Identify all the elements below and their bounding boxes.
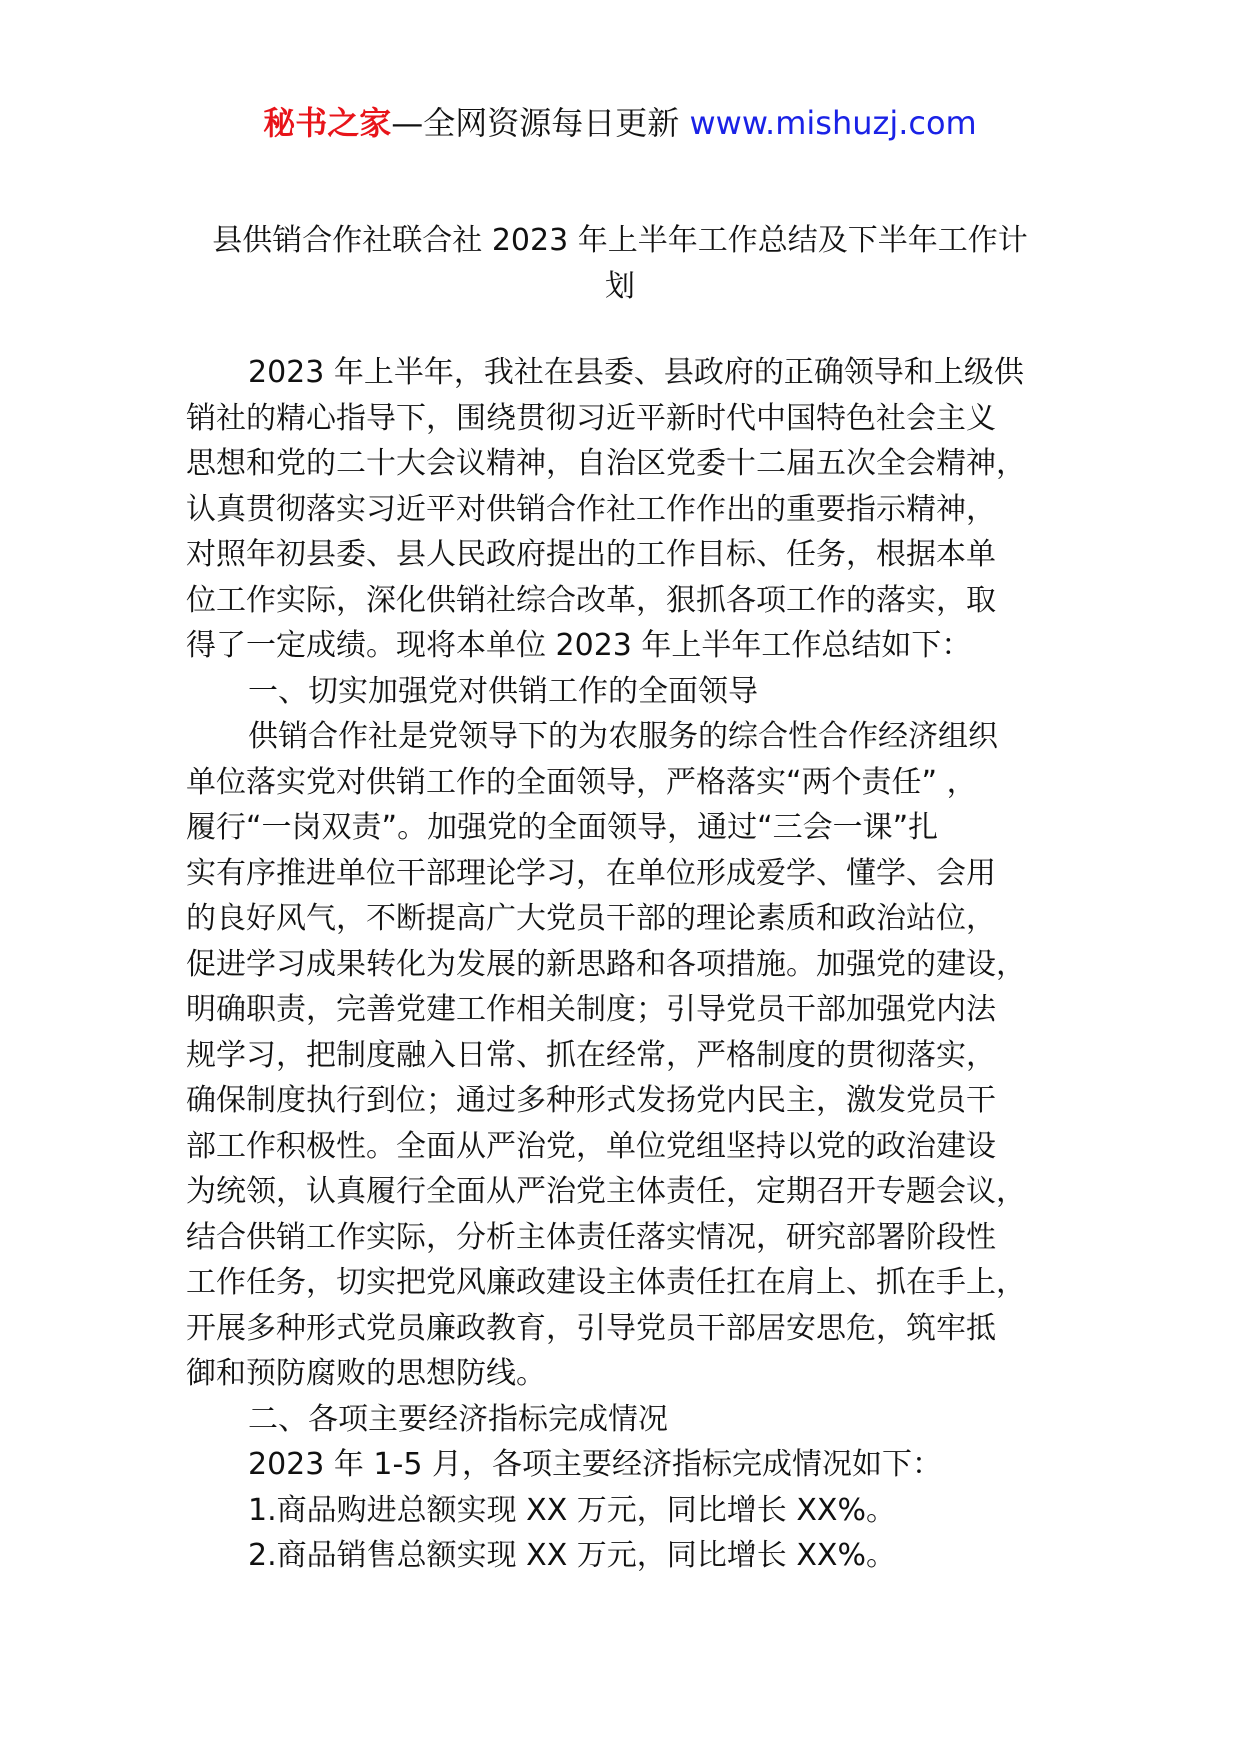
paragraph-line: 销社的精心指导下，围绕贯彻习近平新时代中国特色社会主义 [186, 400, 996, 436]
paragraph-line: 思想和党的二十大会议精神，自治区党委十二届五次全会精神， [186, 446, 1026, 481]
paragraph-line: 2023 年 1-5 月，各项主要经济指标完成情况如下： [248, 1447, 942, 1482]
site-brand: 秘书之家 [263, 104, 392, 142]
document-body [186, 350, 1066, 1579]
paragraph-line: 位工作实际，深化供销社综合改革，狠抓各项工作的落实，取 [186, 582, 996, 618]
paragraph-line: 开展多种形式党员廉政教育，引导党员干部居安思危，筑牢抵 [186, 1310, 996, 1346]
document-title [186, 218, 1054, 310]
title-line: 县供销合作社联合社 2023 年上半年工作总结及下半年工作计 [212, 223, 1028, 258]
paragraph-line: 2023 年上半年，我社在县委、县政府的正确领导和上级供 [248, 355, 1024, 390]
list-item: 2.商品销售总额实现 XX 万元，同比增长 XX%。 [248, 1538, 896, 1573]
site-url-link[interactable]: www.mishuzj.com [689, 104, 977, 142]
site-slogan: —全网资源每日更新 [391, 104, 680, 142]
paragraph-line: 履行“一岗双责”。加强党的全面领导，通过“三会一课”扎 [186, 810, 939, 845]
list-item: 1.商品购进总额实现 XX 万元，同比增长 XX%。 [248, 1492, 896, 1528]
paragraph-line: 认真贯彻落实习近平对供销合作社工作作出的重要指示精神， [186, 491, 996, 527]
paragraph-line: 促进学习成果转化为发展的新思路和各项措施。加强党的建设， [186, 946, 1026, 982]
paragraph-line: 规学习，把制度融入日常、抓在经常，严格制度的贯彻落实， [186, 1037, 996, 1073]
paragraph-line: 工作任务，切实把党风廉政建设主体责任扛在肩上、抓在手上， [186, 1265, 1026, 1300]
paragraph-line: 御和预防腐败的思想防线。 [186, 1356, 546, 1391]
paragraph-line: 实有序推进单位干部理论学习，在单位形成爱学、懂学、会用 [186, 855, 996, 891]
title-line: 划 [605, 269, 635, 304]
paragraph-line: 为统领，认真履行全面从严治党主体责任，定期召开专题会议， [186, 1174, 1026, 1209]
paragraph-line: 供销合作社是党领导下的为农服务的综合性合作经济组织 [248, 719, 998, 754]
paragraph-line: 明确职责，完善党建工作相关制度；引导党员干部加强党内法 [186, 992, 996, 1027]
paragraph-line: 部工作积极性。全面从严治党，单位党组坚持以党的政治建设 [186, 1128, 996, 1164]
paragraph-line: 得了一定成绩。现将本单位 2023 年上半年工作总结如下： [186, 628, 972, 663]
paragraph-line: 确保制度执行到位；通过多种形式发扬党内民主，激发党员干 [186, 1083, 996, 1118]
section-heading: 二、各项主要经济指标完成情况 [248, 1401, 668, 1437]
paragraph-line: 对照年初县委、县人民政府提出的工作目标、任务，根据本单 [186, 537, 996, 572]
section-heading: 一、切实加强党对供销工作的全面领导 [248, 673, 758, 709]
site-header [0, 98, 1240, 148]
paragraph-line: 的良好风气，不断提高广大党员干部的理论素质和政治站位， [186, 901, 996, 936]
paragraph-line: 结合供销工作实际，分析主体责任落实情况，研究部署阶段性 [186, 1219, 996, 1255]
paragraph-line: 单位落实党对供销工作的全面领导，严格落实“两个责任” ， [186, 764, 977, 800]
